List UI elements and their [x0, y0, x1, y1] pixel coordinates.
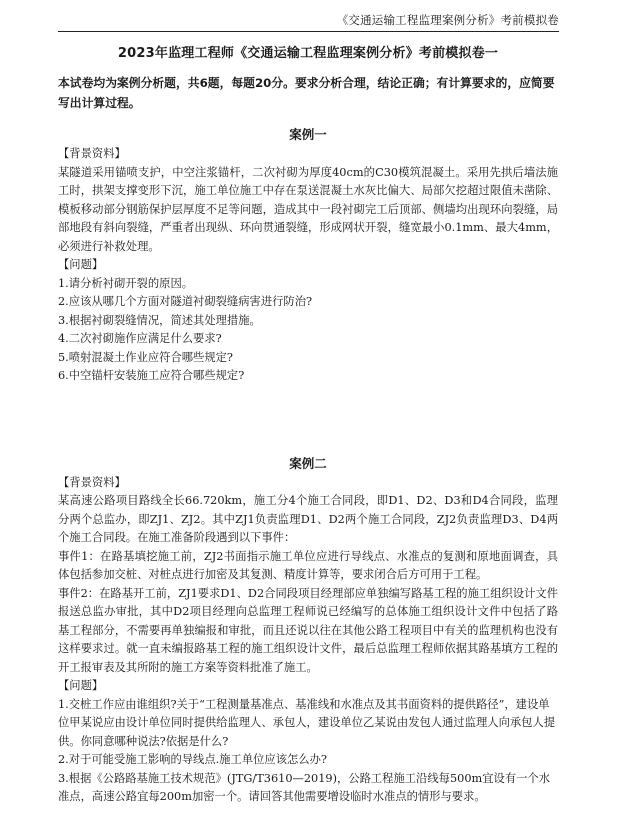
case-two-event-2: 事件2：在路基开工前，ZJ1要求D1、D2合同段项目经理部应单独编写路基工程的施工组织设计文件报送总监办审批，其中D2项目经理向总监理工程师说已经编写的总体施工组织设计文件中包括了路基工程部分，不需要再单独编报和审批，而且还说以往在其他公路工程项目中有关的监理机构也没有这样要求过。就一直未编报路基工程的施工组织设计文件，最后总监理工程师依据其路基填方工程的开工报审表及其所附的施工方案等资料批准了施工。 — [58, 586, 558, 674]
case-one-background-label: 【背景资料】 — [58, 147, 126, 160]
case-one-question-list — [58, 275, 558, 386]
header-rule — [58, 31, 559, 32]
question-item: 4.二次衬砌施作应满足什么要求? — [58, 332, 222, 345]
section-gap — [58, 386, 558, 454]
case-one — [58, 125, 558, 386]
question-item: 3.根据《公路路基施工技术规范》(JTG/T3610—2019)，公路工程施工沿线每500m宜设有一个水准点，高速公路宜每200m加密一个。请回答其他需要增设临时水准点的情形与要求。 — [58, 771, 551, 803]
question-item: 1.请分析衬砌开裂的原因。 — [58, 276, 194, 290]
case-two-questions-label: 【问题】 — [58, 679, 104, 692]
case-one-questions-label: 【问题】 — [58, 258, 104, 271]
case-two-question-list — [58, 696, 558, 807]
document-body — [58, 42, 558, 807]
case-two-background: 某高速公路项目路线全长66.720km，施工分4个施工合同段，即D1、D2、D3和D4合同段，监理分两个总监办，即ZJ1、ZJ2。其中ZJ1负责监理D1、D2两个施工合同段，ZJ2负责监理D3、D4两个施工合同段。在施工准备阶段遇到以下事件： — [58, 494, 558, 544]
question-item: 1.交桩工作应由谁组织?关于“工程测量基准点、基准线和水准点及其书面资料的提供路径”，建设单位甲某说应由设计单位同时提供给监理人、承包人，建设单位乙某说由发包人通过监理人向承包人提供。你同意哪种说法?依据是什么? — [58, 697, 556, 748]
question-item: 2.应该从哪几个方面对隧道衬砌裂缝病害进行防治? — [58, 295, 313, 308]
question-item: 5.喷射混凝土作业应符合哪些规定? — [58, 350, 233, 364]
case-one-title: 案例一 — [289, 127, 327, 142]
exam-instructions: 本试卷均为案例分析题，共6题，每题20分。要求分析合理，结论正确；有计算要求的，应简要写出计算过程。 — [58, 76, 555, 110]
question-item: 3.根据衬砌裂缝情况，简述其处理措施。 — [58, 313, 261, 327]
case-two-title: 案例二 — [289, 455, 327, 471]
question-item: 6.中空锚杆安装施工应符合哪些规定? — [58, 369, 245, 382]
case-two — [58, 454, 558, 807]
case-two-event-1: 事件1：在路基填挖施工前，ZJ2书面指示施工单位应进行导线点、水准点的复测和原地面调查，具体包括参加交桩、对桩点进行加密及其复测、精度计算等，要求闭合后方可用于工程。 — [58, 549, 558, 581]
running-header: 《交通运输工程监理案例分析》考前模拟卷 — [336, 13, 559, 27]
case-two-background-label: 【背景资料】 — [58, 475, 126, 489]
case-one-background: 某隧道采用锚喷支护，中空注浆锚杆，二次衬砌为厚度40cm的C30模筑混凝土。采用先拱后墙法施工时，拱架支撑变形下沉，施工单位施工中存在泵送混凝土水灰比偏大、局部欠挖超过限值未凿除、模板移动部分钢筋保护层厚度不足等问题，造成其中一段衬砌完工后顶部、侧墙均出现环向裂缝，局部地段有斜向裂缝，严重者出现纵、环向贯通裂缝，形成网状开裂，缝宽最小0.1mm、最大4mm，必须进行补救处理。 — [58, 165, 558, 253]
question-item: 2.对于可能受施工影响的导线点.施工单位应该怎么办? — [58, 753, 327, 766]
document-title: 2023年监理工程师《交通运输工程监理案例分析》考前模拟卷一 — [117, 46, 499, 61]
